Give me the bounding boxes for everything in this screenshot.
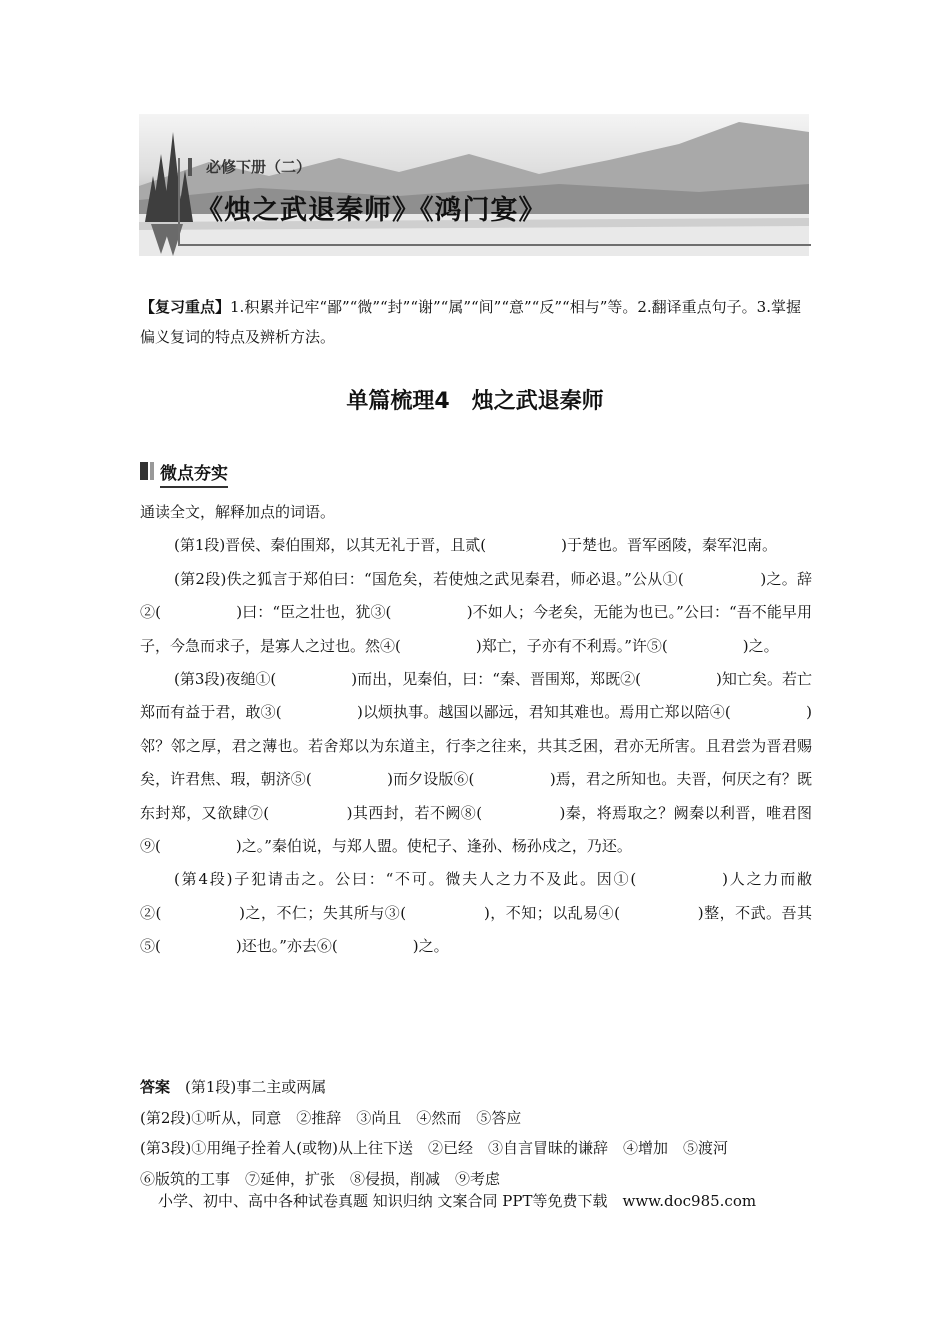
review-label: 【复习重点】	[140, 298, 231, 316]
volume-label: 必修下册（二）	[206, 158, 312, 176]
subsection-title: 微点夯实	[160, 459, 228, 488]
answer-line-4: ⑥版筑的工事 ⑦延伸，扩张 ⑧侵损，削减 ⑨考虑	[140, 1170, 501, 1189]
answer-line-1: (第1段)事二主或两属	[185, 1078, 327, 1096]
heading-marker-light	[150, 462, 154, 480]
answer-line-2: (第2段)①听从，同意 ②推辞 ③尚且 ④然而 ⑤答应	[140, 1108, 522, 1127]
answers-label: 答案	[140, 1078, 171, 1096]
banner-title: 《烛之武退秦师》《鸿门宴》	[196, 195, 547, 226]
footer-text: 小学、初中、高中各种试卷真题 知识归纳 文案合同 PPT等免费下载 www.doc985.com	[158, 1192, 757, 1210]
review-text: 1.积累并记牢“鄙”“微”“封”“谢”“属”“间”“意”“反”“相与”等。2.翻译重点句子。3.掌握偏义复词的特点及辨析方法。	[140, 298, 801, 346]
section-title: 单篇梳理4 烛之武退秦师	[346, 389, 604, 414]
heading-marker	[140, 462, 148, 480]
paragraph-3: (第3段)夜缒①( )而出，见秦伯，曰：“秦、晋围郑，郑既②( )知亡矣。若亡郑而有益于君，敢③( )以烦执事。越国以鄙远，君知其难也。焉用亡郑以陪④( )邻？邻之厚，君之薄也。若舍郑以为东道主，行李之往来，共其乏困，君亦无所害。且君尝为晋君赐矣，许君焦、瑕，朝济⑤( )而夕设版⑥( )焉，君之所知也。夫晋，何厌之有？既东封郑，又欲肆⑦( )其西封，若不阙⑧( )秦，将焉取之？阙秦以利晋，唯君图⑨( )之。”秦伯说，与郑人盟。使杞子、逢孙、杨孙戍之，乃还。	[140, 670, 812, 856]
review-block	[140, 292, 812, 352]
banner-bar	[188, 158, 192, 176]
answers-block	[140, 1072, 812, 1195]
paragraph-4: (第4段)子犯请击之。公曰：“不可。微夫人之力不及此。因①( )人之力而敝②( )之，不仁；失其所与③( )，不知；以乱易④( )整，不武。吾其⑤( )还也。”亦去⑥( )之。	[140, 870, 812, 956]
paragraph-1: (第1段)晋侯、秦伯围郑，以其无礼于晋，且贰( )于楚也。晋军函陵，秦军氾南。	[174, 536, 777, 555]
instruction: 通读全文，解释加点的词语。	[140, 503, 336, 521]
paragraph-2: (第2段)佚之狐言于郑伯曰：“国危矣，若使烛之武见秦君，师必退。”公从①( )之。辞②( )曰：“臣之壮也，犹③( )不如人；今老矣，无能为也已。”公曰：“吾不能早用子，今急而求子，是寡人之过也。然④( )郑亡，子亦有不利焉。”许⑤( )之。	[140, 569, 812, 655]
answer-line-3: (第3段)①用绳子拴着人(或物)从上往下送 ②已经 ③自言冒昧的谦辞 ④增加 ⑤渡河	[140, 1139, 728, 1158]
exercise-body	[140, 496, 812, 964]
